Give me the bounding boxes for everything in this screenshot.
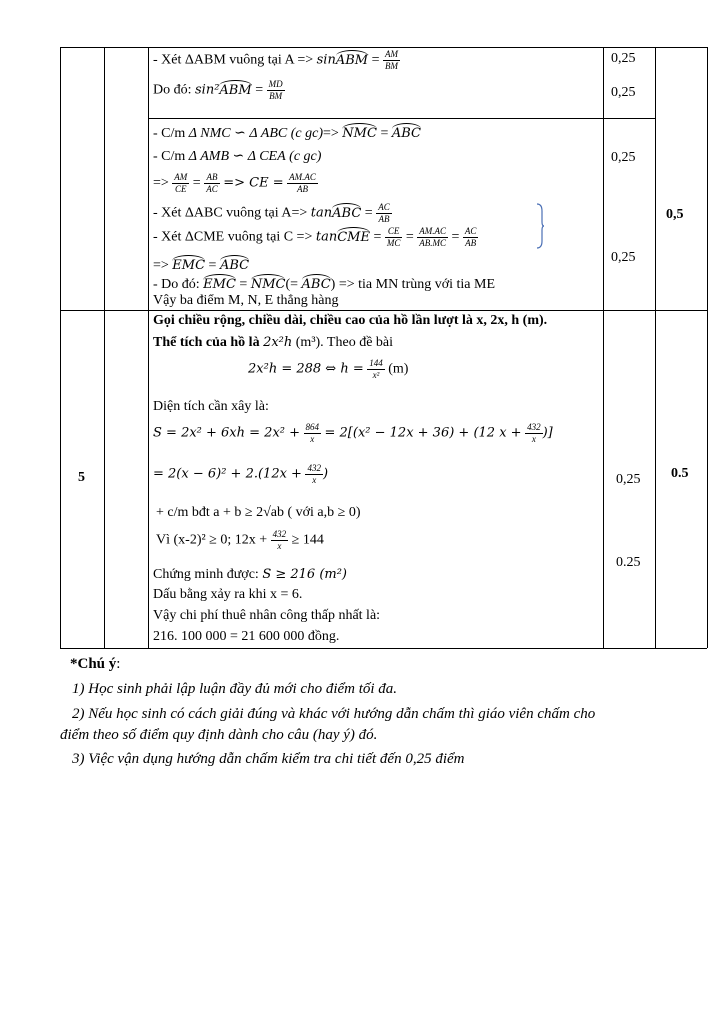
p4-line4: - C/m Δ AMB ∽ Δ CEA (c gc): [153, 149, 322, 164]
p4-line1: - Xét ΔABM vuông tại A => sinABM = $\frac{AM}{BM}$: [153, 49, 398, 71]
p5-l5: S = 2x² + 6xh = 2x² + $\frac{864}{x}$ = 2[(x² − 12x + 36) + (12 x + $\frac{432}{x}$ )]: [153, 422, 553, 444]
table-top-border: [60, 47, 707, 48]
p4-line6: - Xét ΔABC vuông tại A=> tanABC = $\frac{AC}{AB}$: [153, 202, 390, 224]
fraction: $\frac{864}{x}$: [305, 422, 320, 444]
total-score: 0,5: [666, 207, 684, 222]
fraction: $\frac{AM.AC}{AB.MC}$: [419, 226, 447, 248]
p5-l8: Vì (x-2)² ≥ 0; 12x + $\frac{432}{x}$ ≥ 144: [156, 529, 324, 551]
score: 0,25: [616, 472, 641, 487]
p5-l10: Dấu bằng xảy ra khi x = 6.: [153, 587, 303, 602]
score: 0,25: [611, 250, 636, 265]
question-number: 5: [78, 470, 85, 485]
p4-line8: => EMC = ABC: [153, 258, 250, 273]
fraction: $\frac{432}{x}$: [307, 463, 321, 485]
p5-l12: 216. 100 000 = 21 600 000 đồng.: [153, 629, 340, 644]
fraction: $\frac{AM}{CE}$: [174, 172, 188, 194]
column-border: [104, 47, 105, 648]
p4-line2: Do đó: sin²ABM = $\frac{MD}{BM}$: [153, 79, 283, 101]
p5-l6: = 2(x − 6)² + 2.(12x + $\frac{432}{x}$ ): [153, 463, 329, 485]
p5-l1: Gọi chiều rộng, chiều dài, chiều cao của hồ lần lượt là x, 2x, h (m).: [153, 313, 548, 328]
fraction: $\frac{CE}{MC}$: [386, 226, 401, 248]
p4-line9: - Do đó: EMC = NMC(= ABC) => tia MN trùng với tia ME: [153, 277, 496, 292]
fraction: $\frac{144}{\text{x²}}$: [369, 358, 383, 380]
column-border: [707, 47, 708, 648]
note-3: 3) Việc vận dụng hướng dẫn chấm kiểm tra chi tiết đến 0,25 điểm: [72, 751, 465, 767]
p4-line7: - Xét ΔCME vuông tại C => tanCME = $\frac{CE}{MC}$ = $\frac{AM.AC}{AB.MC}$ = $\frac{AC}{AB}$: [153, 226, 477, 248]
p4-line5: => $\frac{AM}{CE}$ = $\frac{AB}{AC}$ => CE = $\frac{AM.AC}{AB}$: [153, 172, 316, 194]
row-divider: [60, 310, 707, 311]
p5-l9: Chứng minh được: S ≥ 216 (m²): [153, 567, 348, 582]
score: 0,25: [611, 150, 636, 165]
row-divider: [148, 118, 655, 119]
fraction: $\frac{AM.AC}{AB}$: [289, 172, 316, 194]
fraction: $\frac{AB}{AC}$: [206, 172, 218, 194]
fraction: $\frac{AC}{AB}$: [464, 226, 477, 248]
p5-l7: + c/m bđt a + b ≥ 2√ab ( với a,b ≥ 0): [156, 505, 361, 520]
note-2b: điểm theo số điểm quy định dành cho câu (hay ý) đó.: [60, 727, 378, 743]
note-2a: 2) Nếu học sinh có cách giải đúng và khác với hướng dẫn chấm thì giáo viên chấm cho: [72, 706, 596, 722]
column-border: [60, 47, 61, 648]
score: 0,25: [611, 85, 636, 100]
fraction: $\frac{432}{x}$: [527, 422, 541, 444]
fraction: $\frac{AM}{BM}$: [385, 49, 398, 71]
p4-line3: - C/m Δ NMC ∽ Δ ABC (c gc)=> NMC = ABC: [153, 126, 421, 141]
note-1: 1) Học sinh phải lập luận đầy đủ mới cho điểm tối đa.: [72, 681, 398, 697]
fraction: $\frac{AC}{AB}$: [378, 202, 390, 224]
p5-l3: 2x²h = 288 ⇔ h = $\frac{144}{\text{x²}}$ (m): [248, 358, 409, 380]
score: 0.25: [616, 555, 641, 570]
p5-l11: Vậy chi phí thuê nhân công thấp nhất là:: [153, 608, 381, 623]
bracket-icon: [535, 203, 545, 249]
total-score: 0.5: [671, 466, 689, 481]
p5-l4: Diện tích cần xây là:: [153, 399, 269, 414]
column-border: [655, 47, 656, 648]
fraction: $\frac{MD}{BM}$: [268, 79, 283, 101]
p4-line10: Vậy ba điểm M, N, E thẳng hàng: [153, 293, 339, 308]
fraction: $\frac{432}{x}$: [272, 529, 287, 551]
column-border: [603, 47, 604, 648]
score: 0,25: [611, 51, 636, 66]
column-border: [148, 47, 149, 648]
p5-l2: Thể tích của hồ là 2x²h (m³). Theo đề bài: [153, 335, 394, 350]
table-bottom-border: [60, 648, 707, 649]
notes-title: *Chú ý:: [70, 656, 121, 672]
